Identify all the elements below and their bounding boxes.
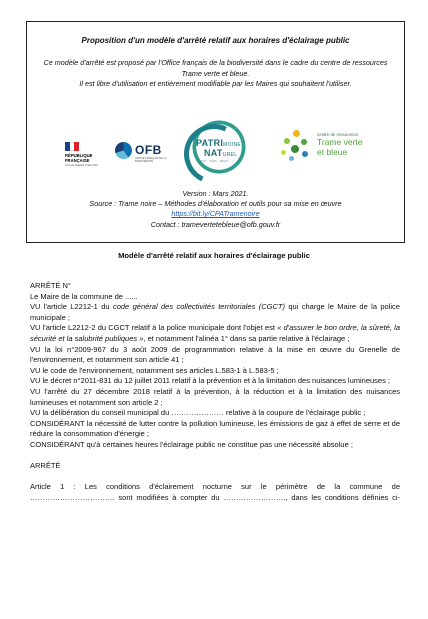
trame-verte-bleue-logo — [275, 126, 385, 176]
rf-name: RÉPUBLIQUE FRANÇAISE — [65, 153, 93, 163]
patrimoine-naturel-logo — [180, 116, 256, 180]
french-flag-icon — [65, 142, 79, 151]
source-line: Source : Trame noire – Méthodes d'élaboration et outils pour sa mise en œuvre — [89, 199, 342, 209]
article-1-line-1: Article 1 : Les conditions d'éclairement nocturne sur le périmètre de la commune de — [30, 482, 400, 492]
ofb-name: OFB — [135, 143, 162, 157]
vu-paragraph: VU le code de l'environnement, notamment ses articles L.583-1 à L.583-5 ; — [30, 365, 279, 375]
ofb-logo — [115, 138, 183, 168]
vu-paragraph: VU l'article L2212-1 du code général des collectivités territoriales (CGCT) qui charge le Maire de la police municipale ; — [30, 302, 400, 322]
header-box — [26, 21, 405, 243]
ofb-subtitle: OFFICE FRANÇAIS DE LA BIODIVERSITÉ — [135, 157, 167, 163]
box-intro — [33, 58, 398, 90]
version-block — [27, 189, 404, 230]
document-title: Modèle d'arrêté relatif aux horaires d'éclairage public — [118, 251, 310, 260]
contact-line: Contact : tramevertetebleue@ofb.gouv.fr — [150, 219, 281, 229]
tvb-name: Trame verte et bleue — [317, 137, 363, 157]
article-1-line-2: ……………………………. sont modifiées à compter du ……………………., dans les conditions définies ci- — [30, 492, 400, 502]
decree-body — [30, 281, 400, 503]
republique-francaise-logo — [65, 142, 109, 178]
pn-word-2: NATUREL — [204, 148, 238, 158]
source-link[interactable]: https://bit.ly/CPATramenoire — [171, 209, 260, 219]
logos-row — [27, 108, 404, 186]
vu-paragraph: VU la loi n°2009-967 du 3 août 2009 de programmation relative à la mise en œuvre du Grenelle de l'environnement, et notamment son article 41 ; — [30, 344, 400, 365]
intro-line-1: Ce modèle d'arrêté est proposé par l'Office français de la biodiversité dans le cadre du centre de ressources Trame verte et bleue. — [43, 58, 388, 78]
maire-line: Le Maire de la commune de ...... — [30, 291, 138, 301]
intro-line-2: Il est libre d'utilisation et entièrement modifiable par les Maires qui souhaitent l'utiliser. — [79, 79, 352, 88]
considerant-paragraph: CONSIDÉRANT la nécessité de lutter contre la pollution lumineuse, les émissions de gaz à effet de serre et de réduire la consommation d'énergie ; — [30, 418, 400, 439]
tvb-caption: centre de ressources — [317, 132, 358, 137]
ofb-emblem-icon — [115, 142, 132, 159]
tvb-dots-icon — [279, 130, 315, 166]
vu-paragraph: VU la délibération du conseil municipal du ………………… relative à la coupure de l'éclairage public ; — [30, 408, 366, 418]
vu-paragraph: VU l'arrêté du 27 décembre 2018 relatif à la prévention, à la réduction et à la limitation des nuisances lumineuses et notamment son article 2 ; — [30, 386, 400, 407]
considerant-paragraph: CONSIDÉRANT qu'à certaines heures l'éclairage public ne constitue pas une nécessité absolue ; — [30, 439, 353, 449]
version-line: Version : Mars 2021. — [182, 189, 249, 198]
vu-paragraph: VU l'article L2212-2 du CGCT relatif à la police municipale dont l'objet est « d'assurer le bon ordre, la sûreté, la sécurité et la salubrité publiques », et notamment l'alinéa 1° dans sa partie relative à l'éclairage ; — [30, 323, 400, 343]
vu-paragraph: VU le décret n°2011-831 du 12 juillet 2011 relatif à la prévention et à la limitation des nuisances lumineuses ; — [30, 376, 391, 386]
arrete-heading: ARRÊTÉ — [30, 461, 61, 471]
box-title: Proposition d'un modèle d'arrêté relatif aux horaires d'éclairage public — [81, 36, 350, 45]
pn-tagline: OFB · CNRS · MNHN — [200, 160, 229, 163]
pn-word-1: PATRIMOINE — [196, 138, 242, 148]
arrete-number: ARRÊTÉ N° — [30, 281, 71, 290]
rf-motto: Liberté Égalité Fraternité — [65, 163, 98, 167]
